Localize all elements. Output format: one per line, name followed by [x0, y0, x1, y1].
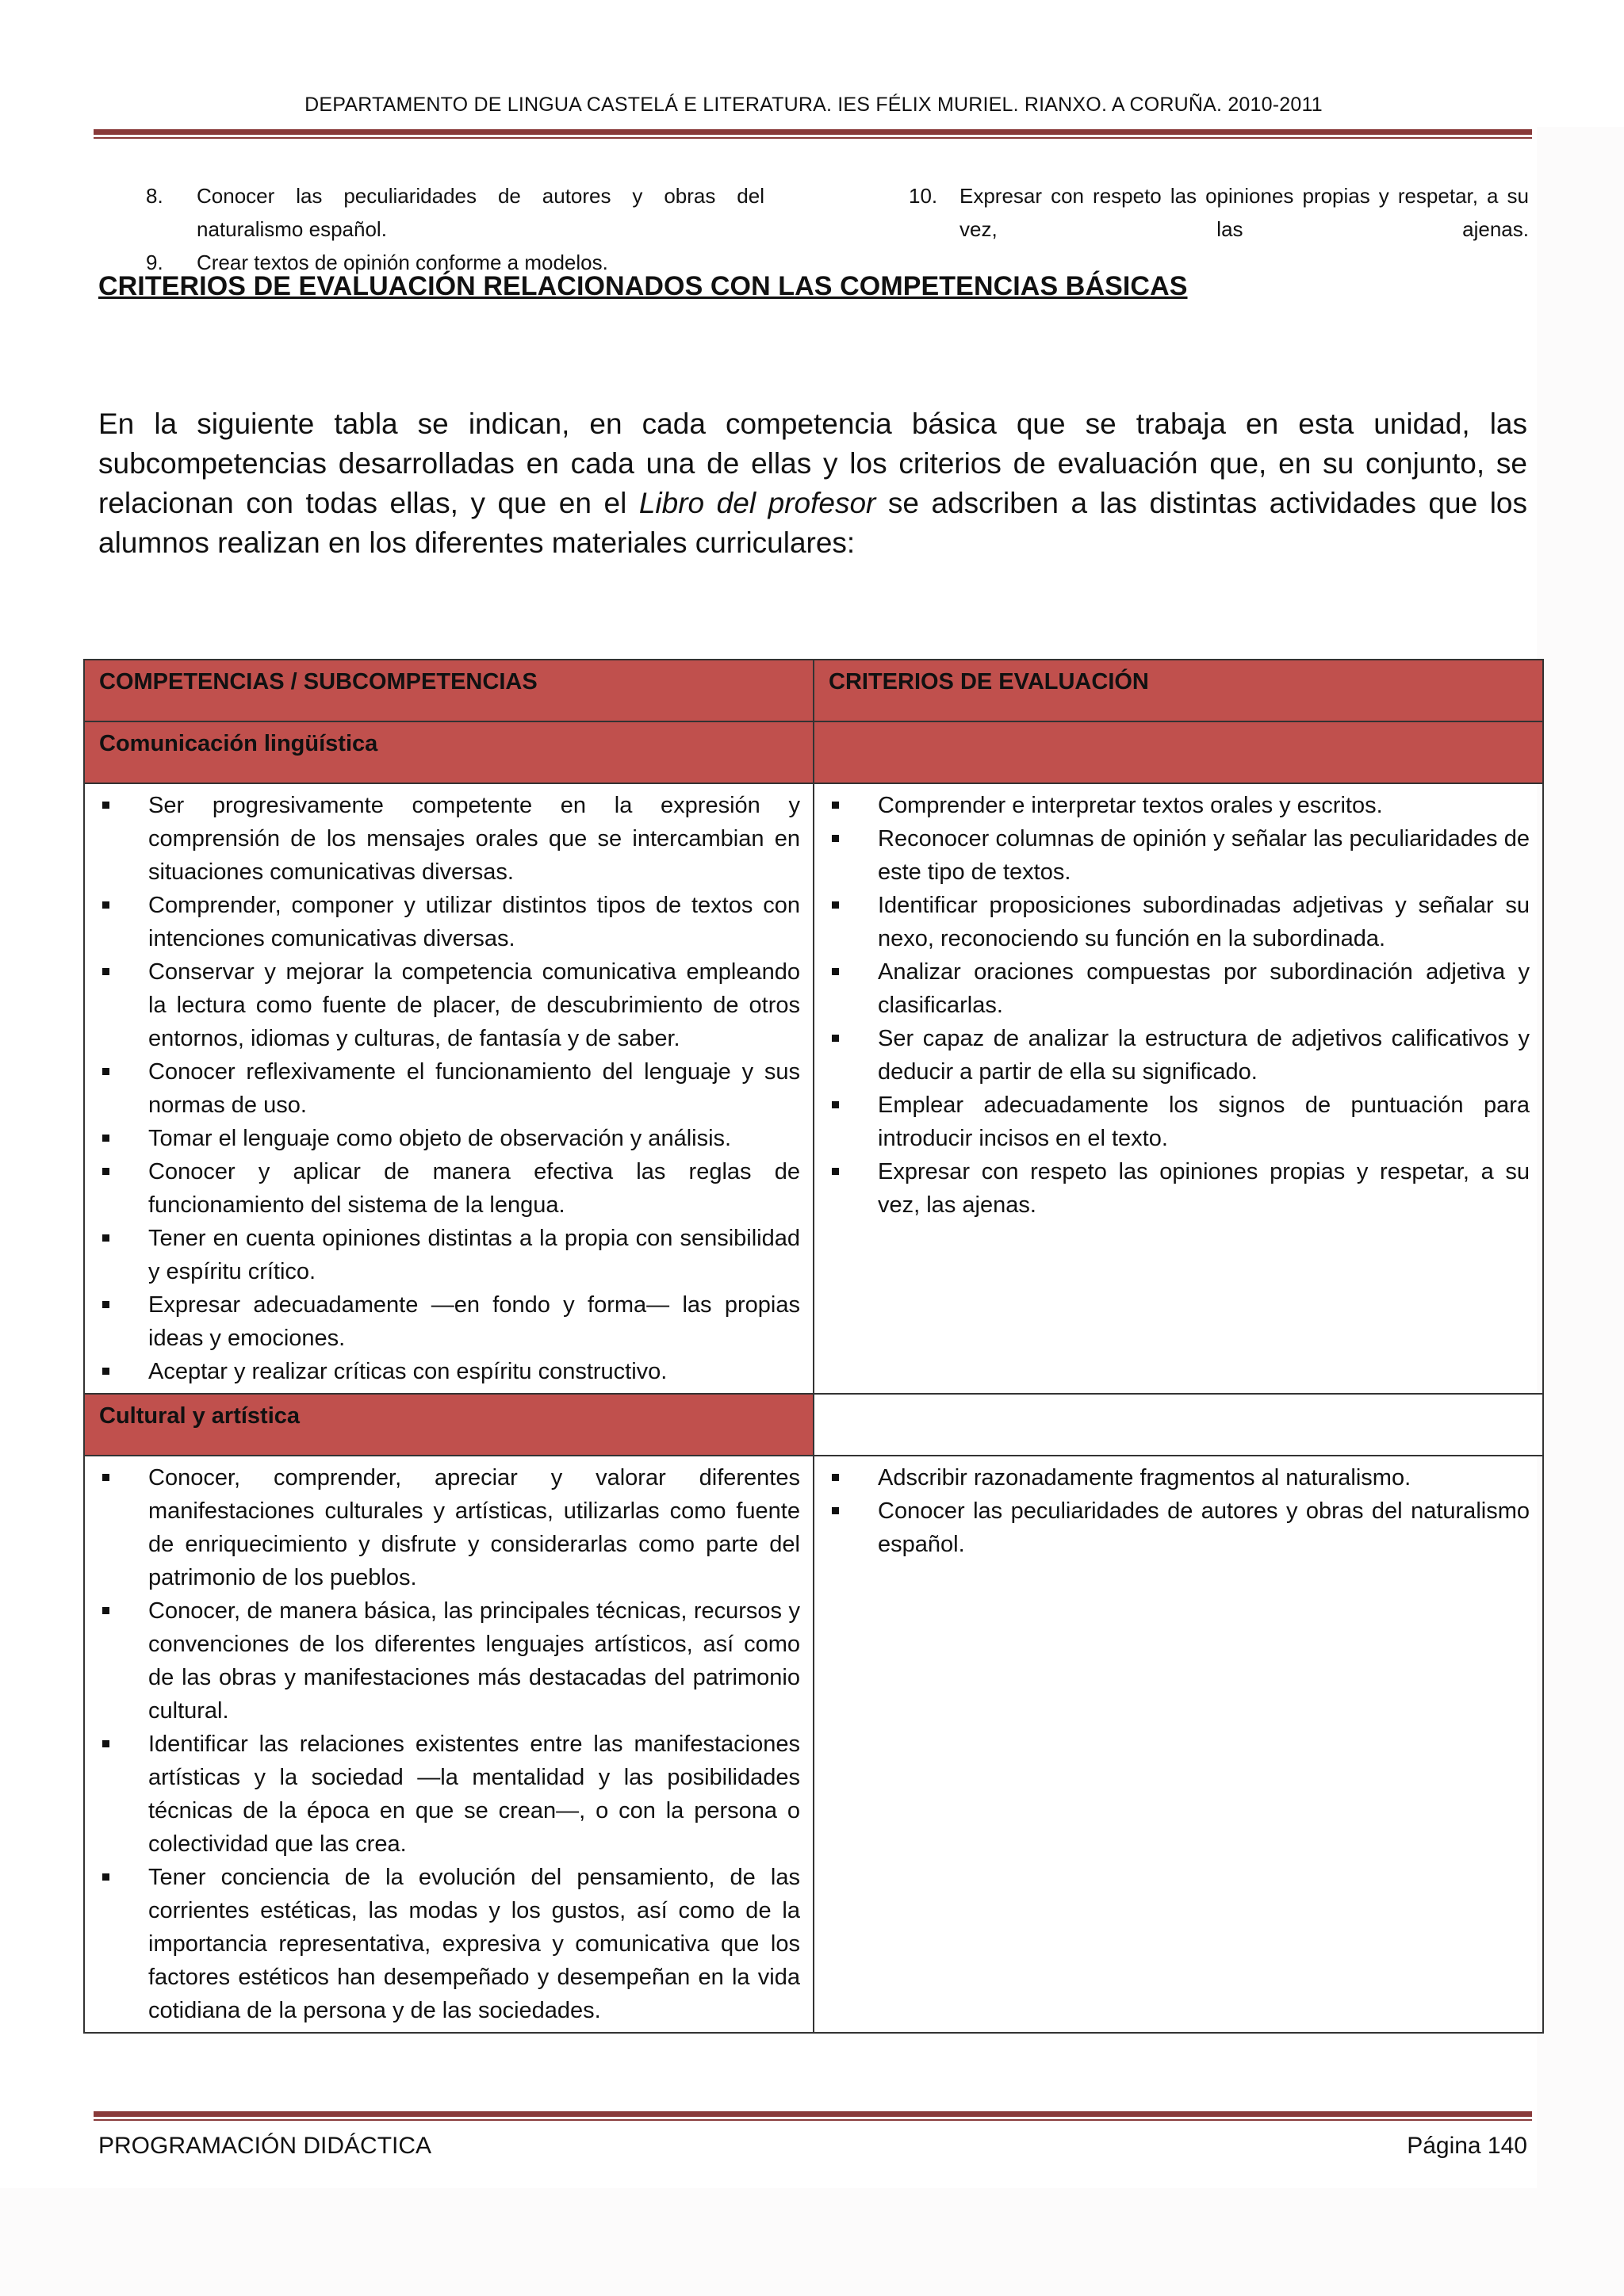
table-header-row — [84, 660, 1543, 721]
list-item: Ser progresivamente competente en la expresión y comprensión de los mensajes orales que se intercambian en situaciones comunicativas diversas. — [99, 789, 800, 889]
list-item: Expresar con respeto las opiniones propias y respetar, a su vez, las ajenas. — [829, 1155, 1530, 1222]
list-item: Conocer reflexivamente el funcionamiento del lenguaje y sus normas de uso. — [99, 1055, 800, 1122]
section-empty-cell — [814, 721, 1543, 783]
list-item: Comprender, componer y utilizar distintos tipos de textos con intenciones comunicativas diversas. — [99, 889, 800, 955]
objective-text: Conocer las peculiaridades de autores y obras del naturalismo español. — [197, 184, 764, 241]
list-item: Tener conciencia de la evolución del pensamiento, de las corrientes estéticas, las modas y los gustos, así como de la importancia representativa, expresiva y comunicativa que los factores estéticos han desempeñado y desempeñan en la vida cotidiana de la persona y de las sociedades. — [99, 1861, 800, 2027]
list-item: Emplear adecuadamente los signos de puntuación para introducir incisos en el texto. — [829, 1089, 1530, 1155]
footer-title: PROGRAMACIÓN DIDÁCTICA — [98, 2133, 432, 2159]
objectives-left-column — [146, 179, 764, 279]
table-row — [84, 1456, 1543, 2033]
objective-item — [146, 179, 764, 246]
intro-book-title: Libro del profesor — [638, 487, 876, 519]
list-item: Identificar las relaciones existentes entre las manifestaciones artísticas y la sociedad —la mentalidad y las posibilidades técnicas de la época en que se crean—, o con la persona o colectividad que las crea. — [99, 1728, 800, 1861]
header-rule — [94, 129, 1532, 139]
list-item: Conocer y aplicar de manera efectiva las reglas de funcionamiento del sistema de la lengua. — [99, 1155, 800, 1222]
section-empty-cell — [814, 1394, 1543, 1456]
column-header-criterios: CRITERIOS DE EVALUACIÓN — [814, 660, 1543, 721]
list-item: Reconocer columnas de opinión y señalar las peculiaridades de este tipo de textos. — [829, 822, 1530, 889]
subcompetencies-cell — [84, 1456, 814, 2033]
intro-paragraph — [98, 404, 1527, 563]
page-bottom-shade — [0, 2188, 1624, 2296]
section-title-cell: Comunicación lingüística — [84, 721, 814, 783]
objective-number: 10. — [909, 184, 938, 208]
subcompetencies-list — [99, 789, 800, 1388]
list-item: Conocer, comprender, apreciar y valorar diferentes manifestaciones culturales y artísticas, utilizarlas como fuente de enriquecimiento y disfrute y considerarlas como parte del patrimonio de los pueblos. — [99, 1461, 800, 1594]
list-item: Conocer las peculiaridades de autores y obras del naturalismo español. — [829, 1494, 1530, 1561]
list-item: Conocer, de manera básica, las principales técnicas, recursos y convenciones de los diferentes lenguajes artísticos, así como de las obras y manifestaciones más destacadas del patrimonio cultural. — [99, 1594, 800, 1728]
criteria-cell — [814, 1456, 1543, 2033]
page-margin-shade — [1537, 127, 1624, 2296]
list-item: Comprender e interpretar textos orales y escritos. — [829, 789, 1530, 822]
criteria-cell — [814, 783, 1543, 1394]
section-title-cell: Cultural y artística — [84, 1394, 814, 1456]
intro-text: En la siguiente tabla se indican, en cada competencia básica que se trabaja en esta unidad, las subcompetencias desarrolladas en cada una de ellas y los criterios de evaluación que, en su conjunto, se relacionan con todas ellas, y que en el — [98, 408, 1527, 519]
objective-number: 8. — [146, 184, 163, 208]
list-item: Conservar y mejorar la competencia comunicativa empleando la lectura como fuente de placer, de descubrimiento de otros entornos, idiomas y culturas, de fantasía y de saber. — [99, 955, 800, 1055]
list-item: Analizar oraciones compuestas por subordinación adjetiva y clasificarlas. — [829, 955, 1530, 1022]
objective-number: 9. — [146, 251, 163, 274]
list-item: Tomar el lenguaje como objeto de observación y análisis. — [99, 1122, 800, 1155]
criteria-list — [829, 1461, 1530, 1561]
objectives-right-column — [909, 179, 1529, 246]
criteria-list — [829, 789, 1530, 1222]
subcompetencies-list — [99, 1461, 800, 2027]
section-row-cultural — [84, 1394, 1543, 1456]
column-header-competencias: COMPETENCIAS / SUBCOMPETENCIAS — [84, 660, 814, 721]
running-header: DEPARTAMENTO DE LINGUA CASTELÁ E LITERATURA. IES FÉLIX MURIEL. RIANXO. A CORUÑA. 2010-2011 — [304, 94, 1323, 116]
objective-text: Expresar con respeto las opiniones propias y respetar, a su vez, las ajenas. — [959, 184, 1529, 241]
list-item: Identificar proposiciones subordinadas adjetivas y señalar su nexo, reconociendo su función en la subordinada. — [829, 889, 1530, 955]
intro-text-end: se adscriben a las distintas actividades que los alumnos realizan en los diferentes materiales curriculares: — [98, 487, 1527, 559]
objective-item — [909, 179, 1529, 246]
subcompetencies-cell — [84, 783, 814, 1394]
list-item: Adscribir razonadamente fragmentos al naturalismo. — [829, 1461, 1530, 1494]
section-title: CRITERIOS DE EVALUACIÓN RELACIONADOS CON LAS COMPETENCIAS BÁSICAS — [98, 271, 1188, 301]
list-item: Ser capaz de analizar la estructura de adjetivos calificativos y deducir a partir de ella su significado. — [829, 1022, 1530, 1089]
objective-text: Crear textos de opinión conforme a modelos. — [197, 251, 608, 274]
list-item: Aceptar y realizar críticas con espíritu constructivo. — [99, 1355, 800, 1388]
page-number: Página 140 — [1407, 2133, 1527, 2159]
list-item: Tener en cuenta opiniones distintas a la propia con sensibilidad y espíritu crítico. — [99, 1222, 800, 1288]
list-item: Expresar adecuadamente —en fondo y forma— las propias ideas y emociones. — [99, 1288, 800, 1355]
footer-rule — [94, 2111, 1532, 2121]
section-row-comunicacion — [84, 721, 1543, 783]
competencies-table — [83, 659, 1544, 2034]
table-row — [84, 783, 1543, 1394]
